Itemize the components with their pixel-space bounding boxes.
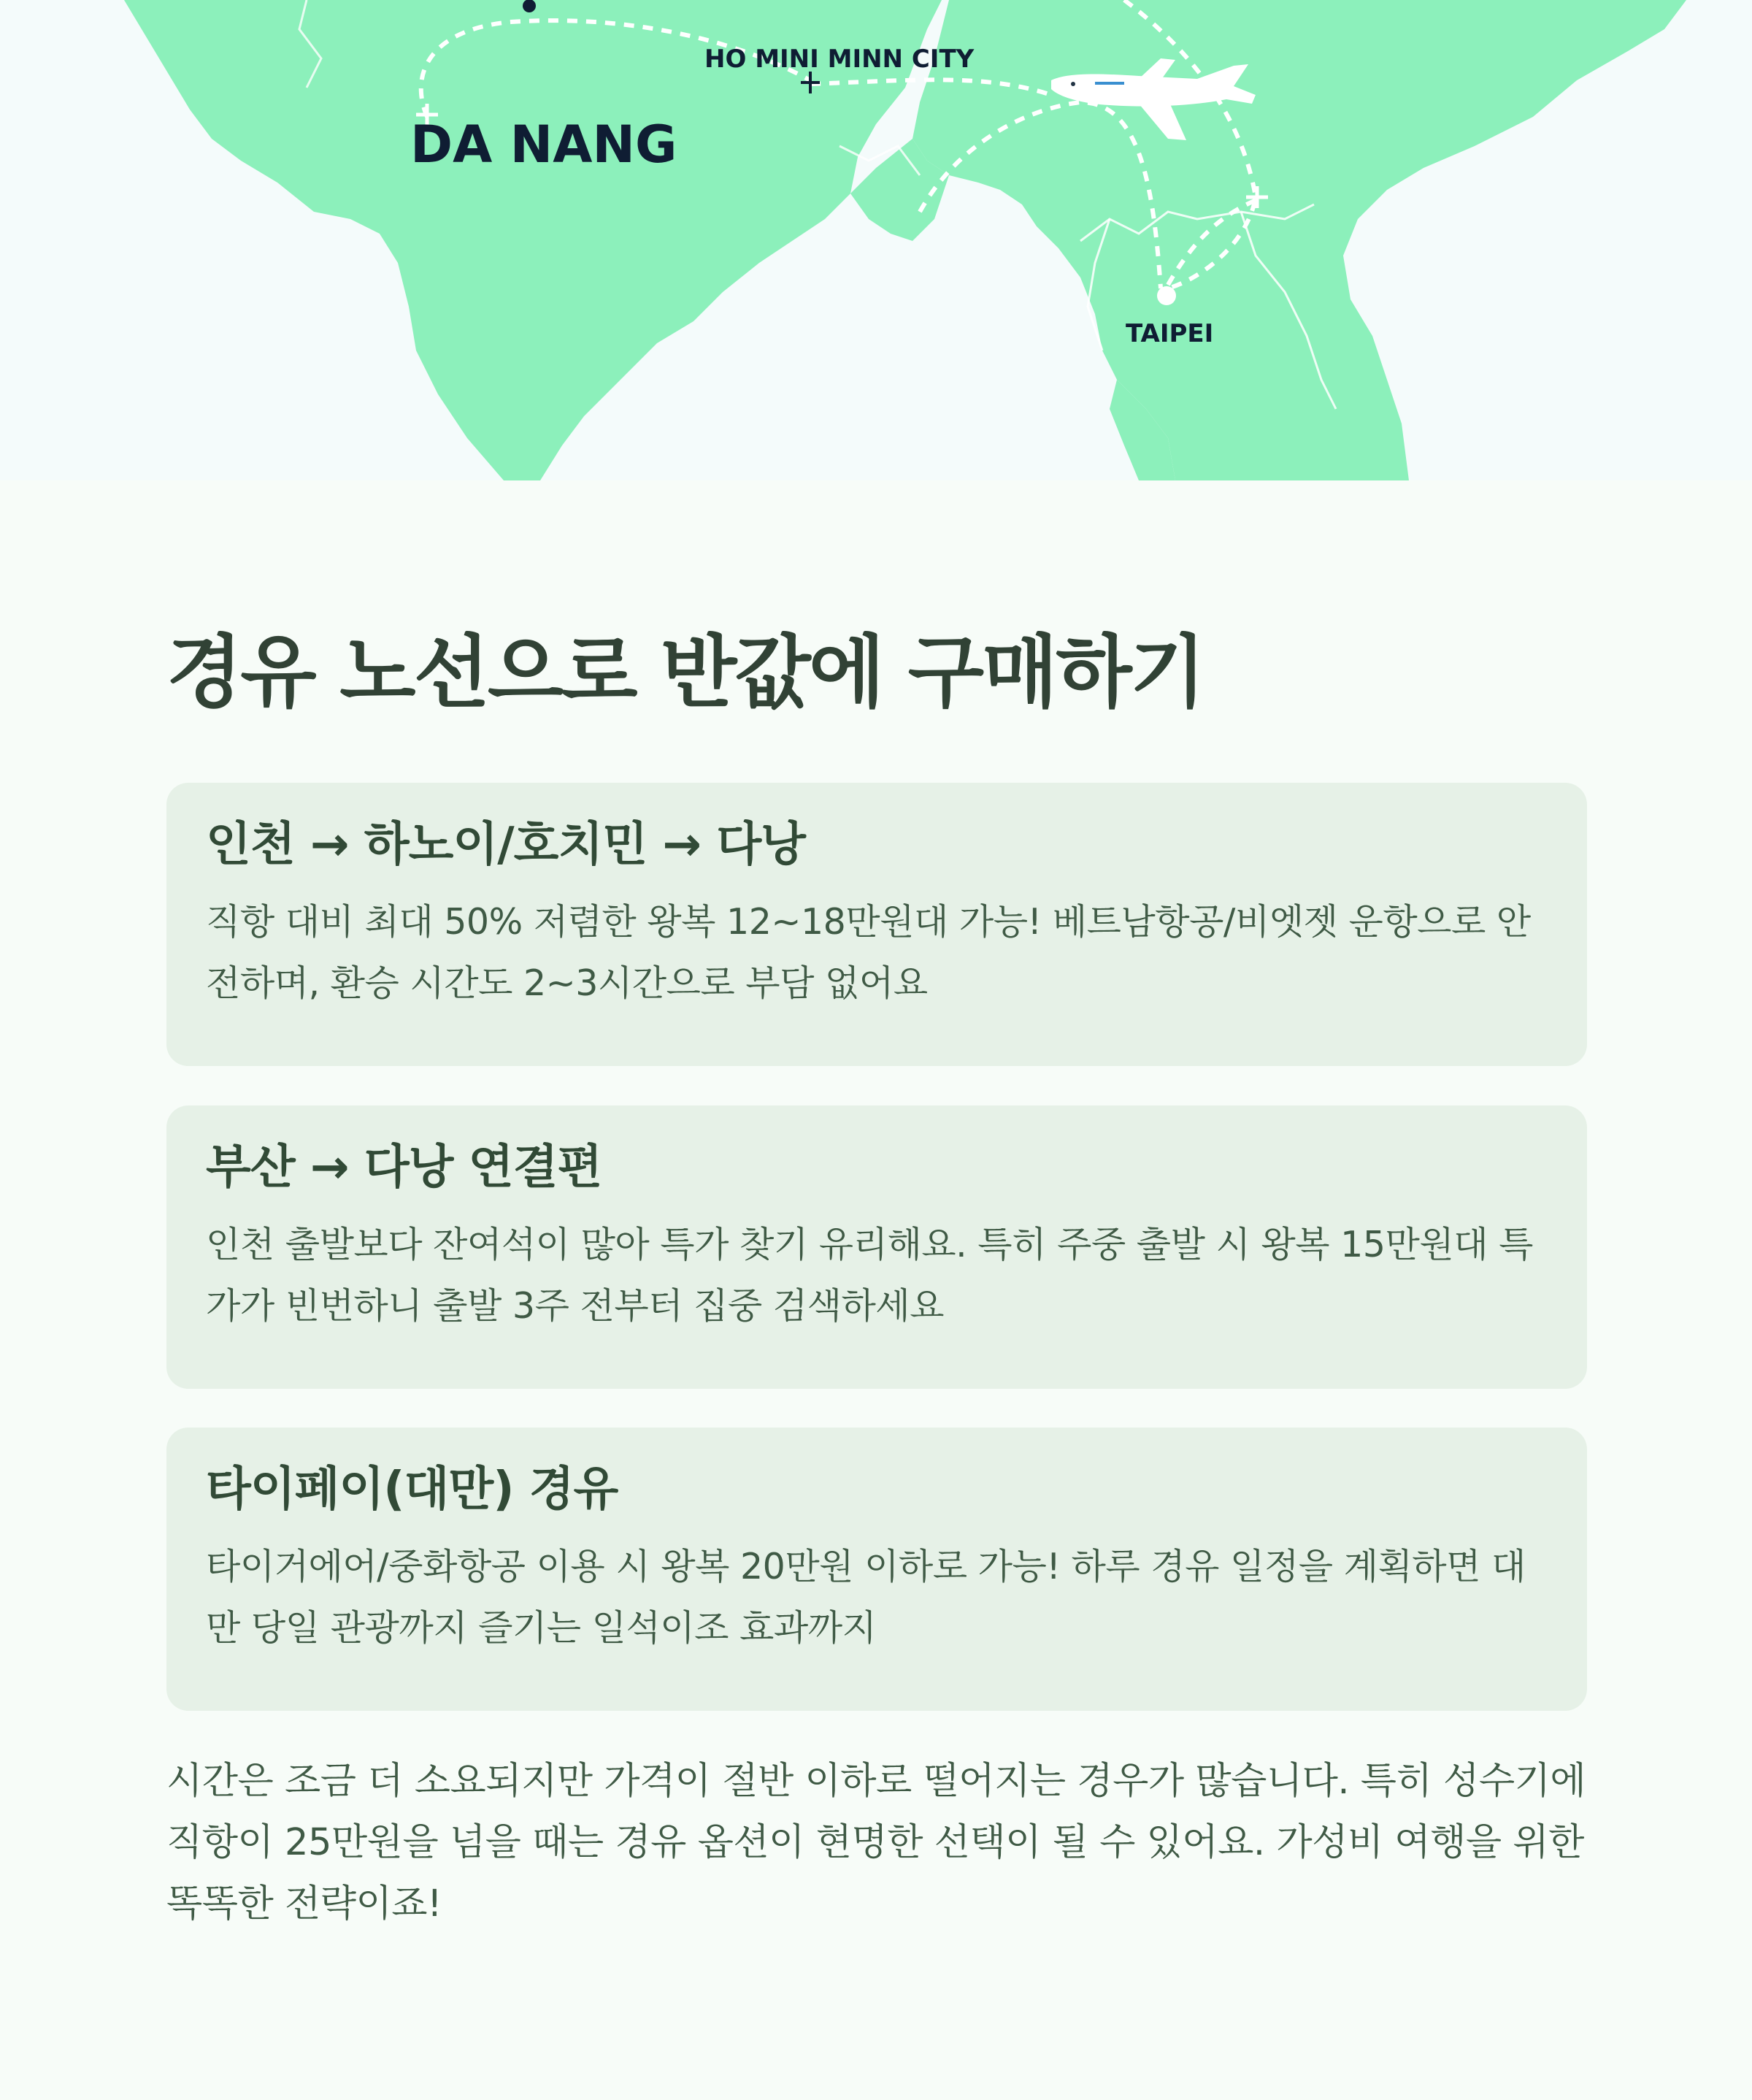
route-card xyxy=(166,783,1587,1066)
map-label-da-nang: DA NANG xyxy=(410,115,677,175)
section-title: 경유 노선으로 반값에 구매하기 xyxy=(166,627,1204,718)
route-card xyxy=(166,1428,1587,1711)
main-content xyxy=(166,627,1587,1925)
route-card-title: 인천 → 하노이/호치민 → 다낭 xyxy=(206,818,805,872)
route-card xyxy=(166,1105,1587,1389)
route-map-illustration xyxy=(0,0,1752,480)
map-label-taipei: TAIPEI xyxy=(1126,319,1214,348)
hero-route-map xyxy=(0,0,1752,480)
route-card-body: 인천 출발보다 잔여석이 많아 특가 찾기 유리해요. 특히 주중 출발 시 왕복 15만원대 특가가 빈번하니 출발 3주 전부터 집중 검색하세요 xyxy=(206,1224,1533,1327)
summary-paragraph: 시간은 조금 더 소요되지만 가격이 절반 이하로 떨어지는 경우가 많습니다. 특히 성수기에 직항이 25만원을 넘을 때는 경유 옵션이 현명한 선택이 될 수 있어요. 가성비 여행을 위한 똑똑한 전략이죠! xyxy=(166,1760,1586,1925)
taipei-marker xyxy=(1157,286,1176,305)
map-label-ho-chi-minh: HO MINI MINN CITY xyxy=(704,45,975,74)
route-card-title: 타이페이(대만) 경유 xyxy=(206,1463,618,1517)
route-card-body: 타이거에어/중화항공 이용 시 왕복 20만원 이하로 가능! 하루 경유 일정을 계획하면 대만 당일 관광까지 즐기는 일석이조 효과까지 xyxy=(206,1546,1526,1649)
route-card-title: 부산 → 다낭 연결편 xyxy=(206,1141,602,1195)
route-card-body: 직항 대비 최대 50% 저렴한 왕복 12~18만원대 가능! 베트남항공/비엣젯 운항으로 안전하며, 환승 시간도 2~3시간으로 부담 없어요 xyxy=(206,901,1531,1005)
